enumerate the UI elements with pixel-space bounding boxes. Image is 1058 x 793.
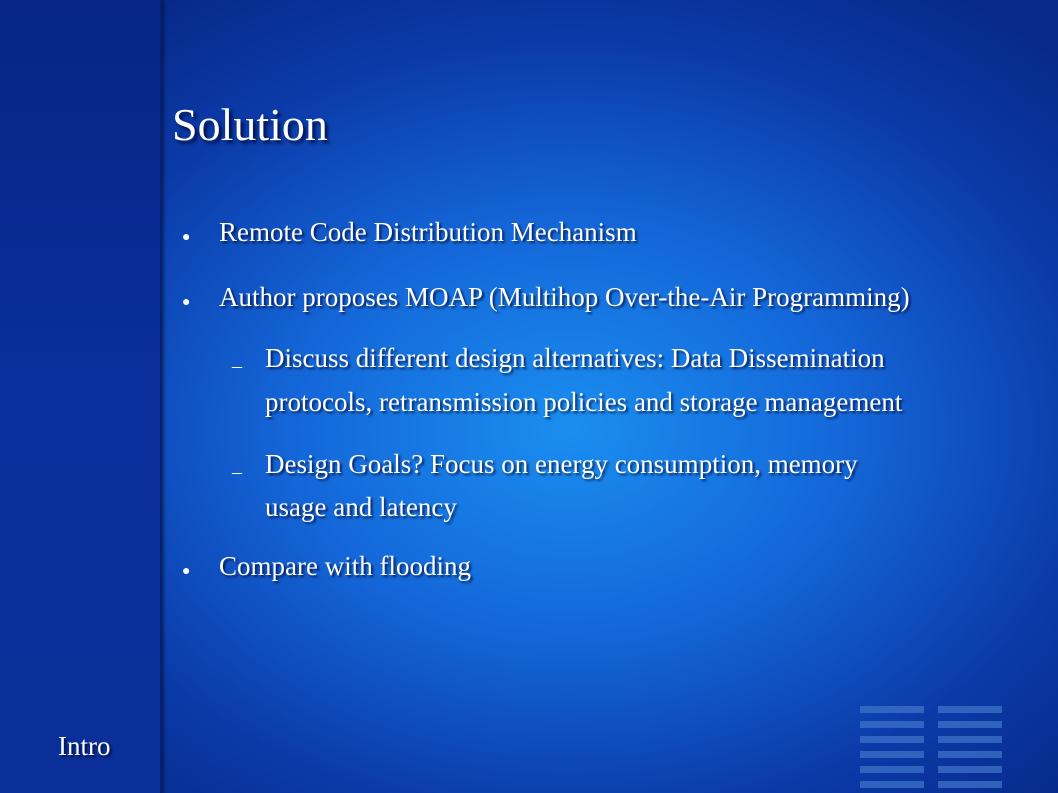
sub-bullet-text-line: Design Goals? Focus on energy consumption, memory	[265, 449, 858, 479]
horizontal-stripes-icon	[860, 706, 1002, 793]
dash-marker-icon: –	[232, 461, 242, 483]
bullet-text: Author proposes MOAP (Multihop Over-the-Air Programming)	[219, 282, 910, 312]
sub-bullet-text-line: usage and latency	[265, 492, 457, 522]
bullet-dot-icon: ●	[182, 564, 191, 579]
slide-title: Solution	[172, 99, 328, 150]
bullet-text: Remote Code Distribution Mechanism	[219, 217, 637, 247]
dash-marker-icon: –	[232, 355, 242, 377]
sub-bullet-text-line: protocols, retransmission policies and storage management	[265, 387, 903, 417]
bullet-dot-icon: ●	[182, 230, 191, 245]
bullet-text: Compare with flooding	[219, 551, 471, 581]
left-sidebar-panel	[0, 0, 162, 793]
sub-bullet-text-line: Discuss different design alternatives: Data Dissemination	[265, 343, 885, 373]
section-label: Intro	[58, 731, 111, 761]
bullet-dot-icon: ●	[182, 295, 191, 310]
